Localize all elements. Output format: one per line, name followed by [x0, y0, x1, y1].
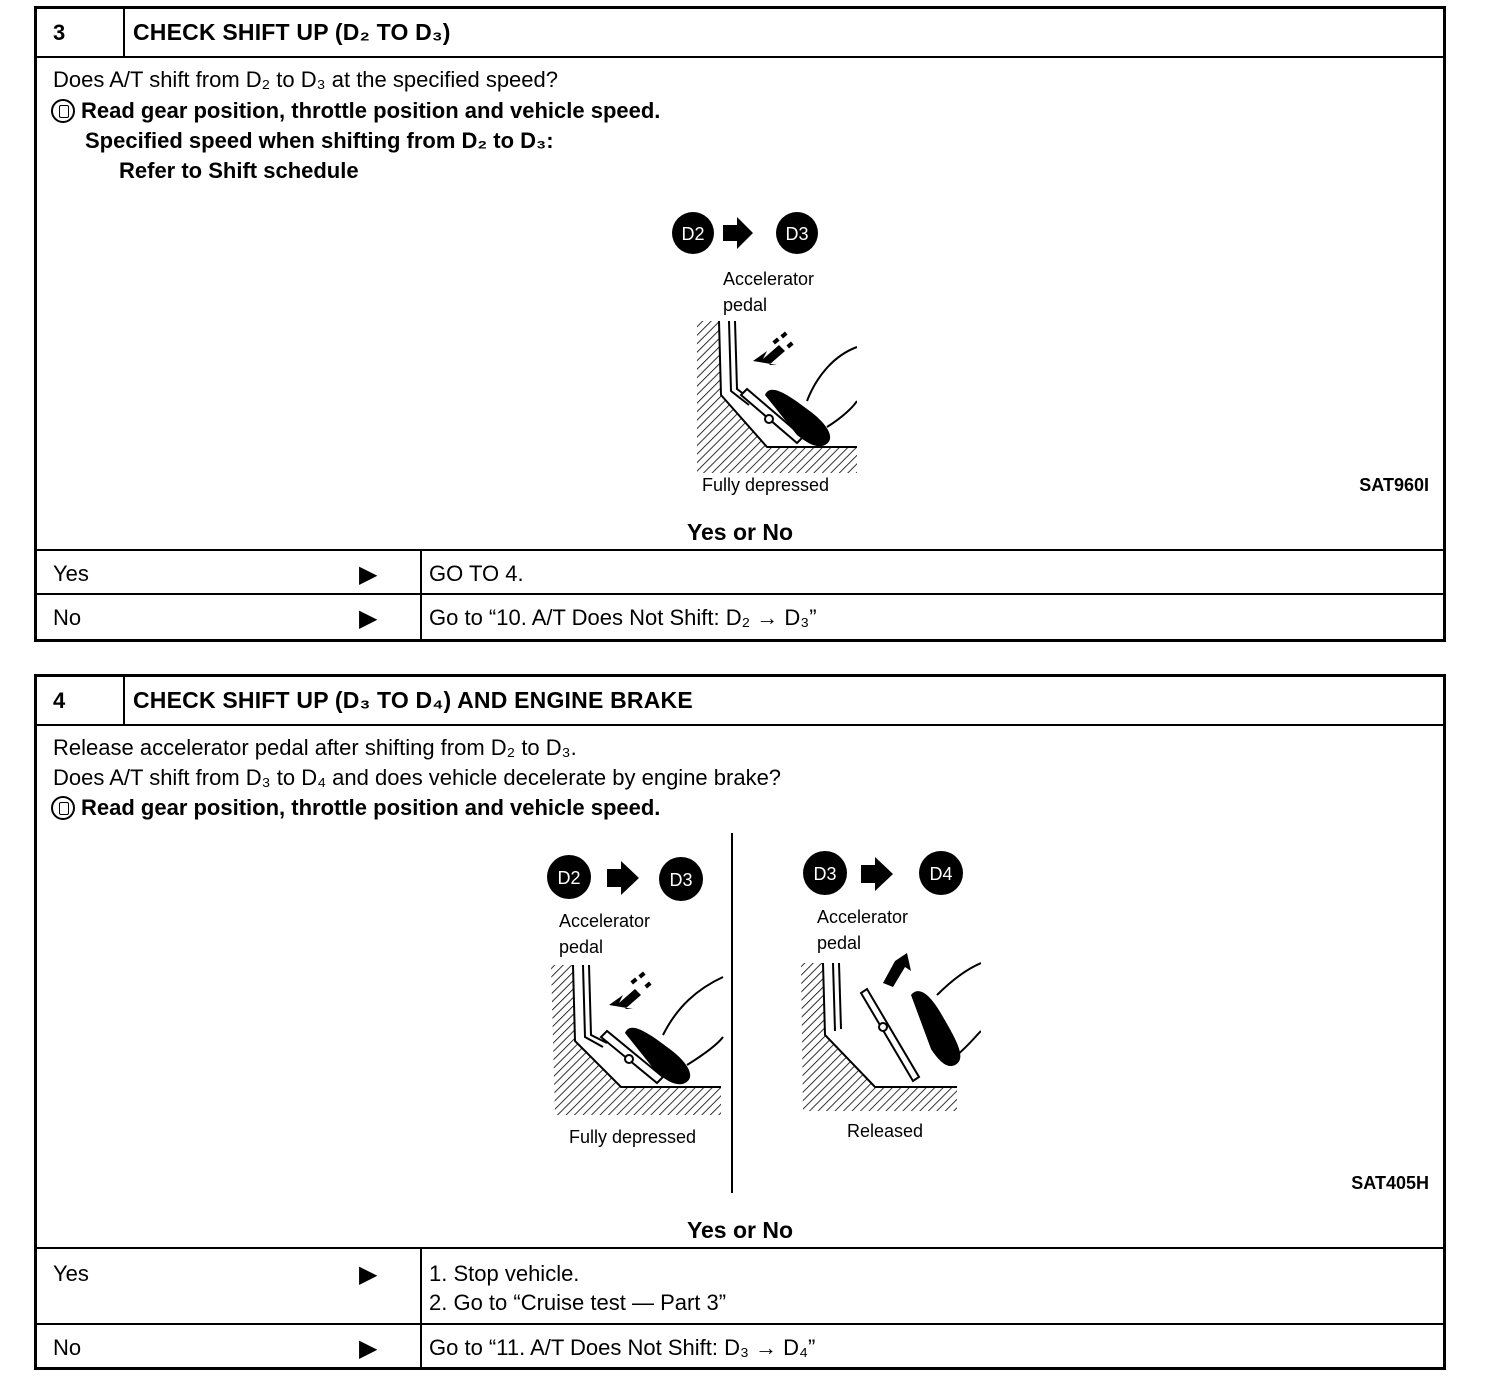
step-number: 3 — [37, 9, 125, 56]
right-arrow-icon: ▶ — [359, 1335, 378, 1362]
figure-code: SAT960I — [1359, 475, 1429, 495]
pedal-figure-released — [761, 845, 981, 1145]
step-3-box — [34, 6, 1446, 642]
row-divider — [420, 551, 422, 595]
gear-to-label: D3 — [785, 224, 809, 244]
yes-action-1: 1. Stop vehicle. — [429, 1261, 580, 1286]
row-divider — [420, 1249, 422, 1325]
no-label: No — [53, 605, 82, 630]
gear-from-label: D2 — [681, 224, 705, 244]
pedal-figure-depressed — [657, 205, 857, 495]
instruction-row — [51, 795, 660, 821]
right-arrow-icon: ▶ — [359, 1261, 378, 1288]
press-arrow-icon — [609, 989, 641, 1009]
release-arrow-icon — [883, 953, 911, 987]
shift-arrow-icon — [723, 217, 753, 249]
no-row — [37, 593, 1443, 641]
shift-arrow-icon — [861, 857, 893, 891]
pedal-label-line2: pedal — [723, 295, 768, 315]
pedal-label-line2: pedal — [817, 933, 862, 953]
yes-or-no-heading: Yes or No — [686, 1217, 794, 1243]
row-divider — [420, 1325, 422, 1369]
figure-divider — [731, 833, 733, 1193]
yes-row — [37, 1247, 1443, 1325]
step-4-box — [34, 674, 1446, 1370]
pedal-caption: Fully depressed — [569, 1127, 697, 1147]
right-arrow-icon: ▶ — [359, 561, 378, 588]
step-title: CHECK SHIFT UP (D₃ TO D₄) AND ENGINE BRAKE — [133, 687, 693, 713]
gear-from-label: D2 — [557, 868, 581, 888]
instruction-text: Read gear position, throttle position and vehicle speed. — [81, 98, 661, 123]
gear-from-label: D3 — [813, 864, 837, 884]
pedal-label-line2: pedal — [559, 937, 604, 957]
pedal-figure-depressed — [511, 847, 731, 1147]
yes-action: GO TO 4. — [429, 561, 524, 586]
spec-line: Specified speed when shifting from D₂ to D₃: — [85, 128, 554, 153]
step-question: Does A/T shift from D₂ to D₃ at the specified speed? — [53, 67, 559, 92]
shoe-icon — [911, 991, 960, 1066]
step-4-header — [37, 677, 1443, 726]
right-arrow-icon: ▶ — [359, 605, 378, 632]
pedal-caption: Released — [847, 1121, 924, 1141]
figure-code: SAT405H — [1351, 1173, 1429, 1193]
step-title: CHECK SHIFT UP (D₂ TO D₃) — [133, 19, 451, 45]
yes-action-2: 2. Go to “Cruise test — Part 3” — [429, 1290, 727, 1315]
consult-icon — [51, 796, 75, 820]
no-action: Go to “10. A/T Does Not Shift: D₂ → D₃” — [429, 605, 817, 630]
no-action: Go to “11. A/T Does Not Shift: D₃ → D₄” — [429, 1335, 816, 1360]
step-line-2: Does A/T shift from D₃ to D₄ and does vehicle decelerate by engine brake? — [53, 765, 782, 790]
no-label: No — [53, 1335, 82, 1360]
yes-or-no-heading: Yes or No — [686, 519, 794, 545]
consult-icon — [51, 99, 75, 123]
step-3-header — [37, 9, 1443, 58]
press-arrow-icon — [753, 345, 785, 365]
instruction-text: Read gear position, throttle position and vehicle speed. — [81, 795, 661, 820]
no-row — [37, 1323, 1443, 1369]
shift-arrow-icon — [607, 861, 639, 895]
instruction-row — [51, 98, 660, 124]
yes-row — [37, 549, 1443, 595]
gear-to-label: D3 — [669, 870, 693, 890]
yes-label: Yes — [53, 1261, 89, 1286]
pedal-label-line1: Accelerator — [559, 911, 651, 931]
step-line-1: Release accelerator pedal after shifting from D₂ to D₃. — [53, 735, 577, 760]
yes-label: Yes — [53, 561, 89, 586]
step-number: 4 — [37, 677, 125, 724]
pedal-label-line1: Accelerator — [723, 269, 815, 289]
pedal-label-line1: Accelerator — [817, 907, 909, 927]
gear-to-label: D4 — [929, 864, 953, 884]
spec-reference: Refer to Shift schedule — [119, 158, 359, 183]
row-divider — [420, 595, 422, 641]
pedal-caption: Fully depressed — [702, 475, 830, 495]
